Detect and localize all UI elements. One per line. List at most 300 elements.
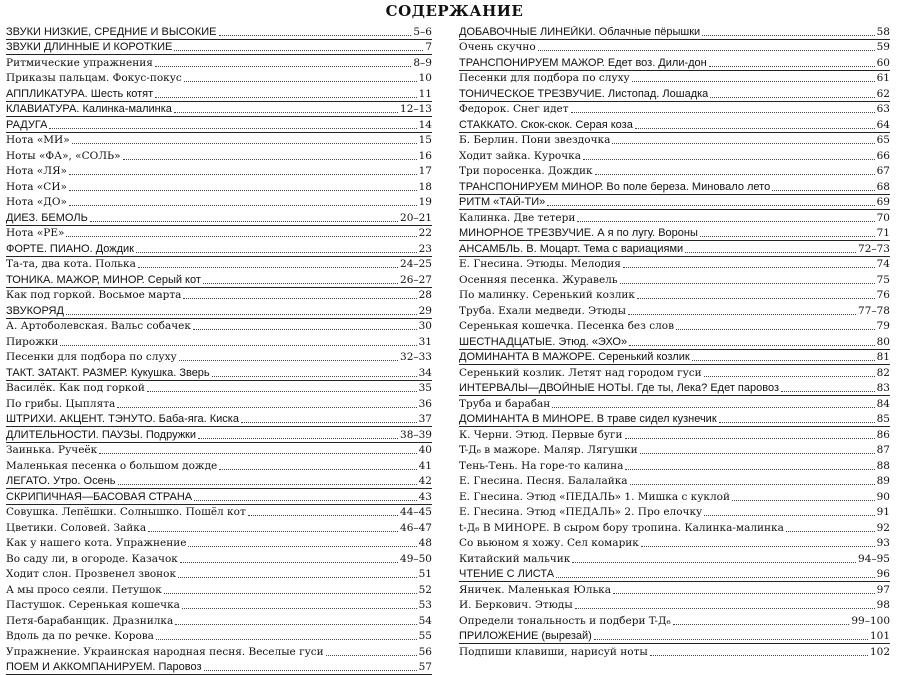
toc-entry-title: Е. Гнесина. Этюд «ПЕДАЛЬ» 1. Мишка с куклой [459,491,730,504]
toc-entry-title: ДЛИТЕЛЬНОСТИ. ПАУЗЫ. Подружки [6,429,196,442]
toc-entry-title: Как под горкой. Восьмое марта [6,289,181,302]
toc-entry[interactable] [459,489,890,505]
dot-leader [625,437,875,439]
toc-entry-title: ИНТЕРВАЛЫ—ДВОЙНЫЕ НОТЫ. Где ты, Лека? Едет паровоз [459,382,779,395]
toc-section-entry[interactable] [6,117,432,133]
dot-leader [156,638,417,640]
toc-entry-title: По малинку. Серенький козлик [459,289,635,302]
toc-entry[interactable] [6,350,432,366]
toc-entry-page: 51 [419,568,432,581]
toc-entry[interactable] [6,443,432,459]
toc-entry[interactable] [6,257,432,273]
dot-leader [704,375,875,377]
toc-entry-page: 97 [877,584,890,597]
toc-entry-page: 81 [877,351,890,364]
toc-entry[interactable] [459,71,890,87]
toc-entry-page: 41 [419,460,432,473]
toc-entry[interactable] [459,443,890,459]
dot-leader [174,111,398,113]
dot-leader [676,328,875,330]
dot-leader [552,406,874,408]
dot-leader [179,359,398,361]
toc-entry[interactable] [459,365,890,381]
toc-entry-title: КЛАВИАТУРА. Калинка-малинка [6,103,172,116]
toc-entry-title: Пастушок. Серенькая кошечка [6,599,180,612]
toc-entry-page: 85 [877,413,890,426]
toc-entry-page: 35 [419,382,432,395]
toc-entry-title: Заинька. Ручеёк [6,444,97,457]
toc-entry-title: А. Артоболевская. Вальс собачек [6,320,191,333]
dot-leader [212,375,417,377]
dot-leader [628,313,856,315]
toc-entry-page: 60 [877,57,890,70]
toc-entry-title: РИТМ «ТАЙ-ТИ» [459,196,545,209]
toc-entry-title: Тень-Тень. На горе-то калина [459,460,623,473]
toc-section-entry[interactable] [459,567,890,583]
toc-entry-title: ТОНИКА. МАЖОР, МИНОР. Серый кот [6,274,201,287]
toc-entry-page: 90 [877,491,890,504]
toc-entry[interactable] [6,164,432,180]
toc-entry-page: 40 [419,444,432,457]
toc-entry-page: 56 [419,646,432,659]
dot-leader [577,220,874,222]
dot-leader [241,421,417,423]
toc-entry[interactable] [459,520,890,536]
toc-entry-page: 26–27 [400,274,432,287]
toc-entry[interactable] [6,644,432,660]
toc-entry-page: 96 [877,568,890,581]
dot-leader [632,80,875,82]
toc-entry[interactable] [459,272,890,288]
toc-entry-title: АНСАМБЛЬ. В. Моцарт. Тема с вариациями [459,243,683,256]
toc-entry-page: 57 [419,661,432,674]
toc-entry-title: Во саду ли, в огороде. Казачок [6,553,178,566]
toc-section-entry[interactable] [459,381,890,397]
toc-entry-title: Подпиши клавиши, нарисуй ноты [459,646,648,659]
toc-entry[interactable] [6,133,432,149]
toc-entry-title: Песенки для подбора по слуху [459,72,630,85]
dot-leader [640,452,875,454]
dot-leader [188,545,416,547]
toc-entry-title: Нота «РЕ» [6,227,64,240]
toc-entry[interactable] [6,148,432,164]
toc-entry-title: ФОРТЕ. ПИАНО. Дождик [6,243,134,256]
toc-section-entry[interactable] [459,334,890,350]
toc-entry-page: 83 [877,382,890,395]
toc-entry-page: 32–33 [400,351,432,364]
dot-leader [692,359,875,361]
dot-leader [175,623,416,625]
toc-entry-page: 77–78 [858,305,890,318]
dot-leader [193,328,417,330]
toc-entry-title: Труба и барабан [459,398,550,411]
toc-entry-page: 88 [877,460,890,473]
toc-section-entry[interactable] [6,474,432,490]
toc-entry[interactable] [459,505,890,521]
toc-section-entry[interactable] [459,86,890,102]
toc-entry-title: АППЛИКАТУРА. Шесть котят [6,88,153,101]
toc-entry-page: 24–25 [400,258,432,271]
toc-entry-page: 69 [877,196,890,209]
toc-entry-page: 66 [877,150,890,163]
toc-entry-title: МИНОРНОЕ ТРЕЗВУЧИЕ. А я по лугу. Вороны [459,227,698,240]
toc-entry[interactable] [6,567,432,583]
toc-entry-page: 71 [877,227,890,240]
dot-leader [164,592,417,594]
toc-entry-title: Китайский мальчик [459,553,570,566]
toc-entry-page: 93 [877,537,890,550]
toc-entry-page: 17 [419,165,432,178]
dot-leader [248,514,398,516]
toc-entry-page: 19 [419,196,432,209]
toc-column-right [459,24,890,660]
toc-entry-page: 86 [877,429,890,442]
toc-entry-title: Совушка. Лепёшки. Солнышко. Пошёл кот [6,506,246,519]
toc-section-entry[interactable] [459,195,890,211]
toc-entry-title: Ноты «ФА», «СОЛЬ» [6,150,121,163]
toc-section-entry[interactable] [6,412,432,428]
dot-leader [685,251,856,253]
dot-leader [781,390,875,392]
dot-leader [204,669,417,671]
dot-leader [650,654,868,656]
toc-entry-title: t-Д₆ В МИНОРЕ. В сыром бору тропина. Калинка-малинка [459,522,784,535]
toc-entry[interactable] [459,164,890,180]
toc-entry-title: Калинка. Две тетери [459,212,575,225]
dot-leader [155,65,412,67]
toc-entry-title: Очень скучно [459,41,536,54]
toc-entry-page: 46–47 [400,522,432,535]
dot-leader [612,142,874,144]
dot-leader [326,654,417,656]
toc-entry-title: T-Д₆ в мажоре. Маляр. Лягушки [459,444,638,457]
toc-entry-page: 22 [419,227,432,240]
dot-leader [60,344,416,346]
toc-column-left [6,24,432,675]
toc-entry[interactable] [6,613,432,629]
dot-leader [772,189,874,191]
toc-entry-title: Маленькая песенка о большом дожде [6,460,217,473]
toc-entry-title: Ходит слон. Прозвенел звонок [6,568,176,581]
dot-leader [49,127,416,129]
toc-entry[interactable] [459,551,890,567]
toc-entry[interactable] [459,582,890,598]
dot-leader [637,297,875,299]
toc-entry-page: 74 [877,258,890,271]
toc-entry-title: Труба. Ехали медведи. Этюды [459,305,626,318]
dot-leader [118,483,417,485]
toc-entry-title: А мы просо сеяли. Петушок [6,584,162,597]
toc-entry-title: РАДУГА [6,119,47,132]
toc-entry[interactable] [6,179,432,195]
dot-leader [732,499,875,501]
toc-section-entry[interactable] [6,86,432,102]
toc-entry-title: К. Черни. Этюд. Первые буги [459,429,623,442]
toc-entry-title: Осенняя песенка. Журавель [459,274,618,287]
dot-leader [183,297,416,299]
toc-entry[interactable] [459,458,890,474]
toc-entry-page: 79 [877,320,890,333]
toc-entry-page: 84 [877,398,890,411]
toc-entry-title: ДОМИНАНТА В МАЖОРЕ. Серенький козлик [459,351,690,364]
dot-leader [117,406,416,408]
toc-entry-title: Три поросенка. Дождик [459,165,593,178]
toc-entry[interactable] [6,381,432,397]
toc-entry[interactable] [459,133,890,149]
toc-entry-page: 34 [419,367,432,380]
toc-entry[interactable] [6,505,432,521]
toc-entry[interactable] [6,334,432,350]
toc-entry-page: 11 [419,88,432,101]
toc-entry-page: 55 [419,630,432,643]
dot-leader [595,173,875,175]
dot-leader [623,266,875,268]
toc-entry[interactable] [6,288,432,304]
toc-entry[interactable] [459,319,890,335]
toc-entry-title: Со вьюном я хожу. Сел комарик [459,537,639,550]
dot-leader [786,530,875,532]
dot-leader [123,158,417,160]
toc-entry[interactable] [459,288,890,304]
toc-section-entry[interactable] [459,629,890,645]
toc-entry[interactable] [459,303,890,319]
toc-entry-title: ЗВУКИ ДЛИННЫЕ И КОРОТКИЕ [6,41,172,54]
toc-entry-page: 92 [877,522,890,535]
toc-entry-title: Василёк. Как под горкой [6,382,145,395]
toc-entry-page: 37 [419,413,432,426]
toc-entry-page: 61 [877,72,890,85]
toc-entry-page: 91 [877,506,890,519]
toc-entry[interactable] [6,71,432,87]
toc-entry[interactable] [459,427,890,443]
toc-entry-page: 8–9 [413,57,432,70]
toc-entry-page: 23 [419,243,432,256]
toc-entry[interactable] [459,474,890,490]
dot-leader [138,266,398,268]
toc-section-entry[interactable] [6,489,432,505]
toc-entry[interactable] [6,396,432,412]
toc-entry-page: 53 [419,599,432,612]
dot-leader [575,607,875,609]
toc-entry-title: Нота «ДО» [6,196,67,209]
toc-section-entry[interactable] [6,365,432,381]
toc-entry-page: 7 [425,41,432,54]
toc-entry[interactable] [6,520,432,536]
dot-leader [155,96,416,98]
toc-entry-page: 30 [419,320,432,333]
toc-entry-page: 68 [877,181,890,194]
toc-entry-title: Та-та, два кота. Полька [6,258,136,271]
dot-leader [571,111,875,113]
toc-entry-page: 89 [877,475,890,488]
toc-entry[interactable] [6,319,432,335]
toc-section-entry[interactable] [6,210,432,226]
toc-entry[interactable] [459,613,890,629]
dot-leader [147,390,417,392]
toc-entry-title: Е. Гнесина. Этюд «ПЕДАЛЬ» 2. Про елочку [459,506,702,519]
toc-entry-title: Цветики. Соловей. Зайка [6,522,146,535]
dot-leader [69,204,417,206]
toc-entry-page: 18 [419,181,432,194]
toc-entry-title: ЗВУКОРЯД [6,305,64,318]
dot-leader [547,204,874,206]
toc-entry-title: СКРИПИЧНАЯ—БАСОВАЯ СТРАНА [6,491,192,504]
toc-section-entry[interactable] [459,179,890,195]
toc-entry-page: 87 [877,444,890,457]
toc-entry-page: 44–45 [400,506,432,519]
toc-entry-title: Ритмические упражнения [6,57,153,70]
toc-entry[interactable] [459,396,890,412]
toc-entry-title: Ходит зайка. Курочка [459,150,581,163]
toc-entry-title: Е. Гнесина. Песня. Балалайка [459,475,628,488]
dot-leader [641,545,875,547]
dot-leader [704,514,874,516]
dot-leader [99,452,416,454]
toc-entry-page: 62 [877,88,890,101]
toc-entry-title: ТРАНСПОНИРУЕМ МАЖОР. Едет воз. Дили-дон [459,57,707,70]
toc-entry-title: Серенький козлик. Летят над городом гуси [459,367,702,380]
dot-leader [629,344,875,346]
dot-leader [625,468,874,470]
toc-entry-page: 31 [419,336,432,349]
toc-section-entry[interactable] [459,226,890,242]
toc-entry-title: Нота «СИ» [6,181,67,194]
dot-leader [66,313,417,315]
toc-entry-page: 80 [877,336,890,349]
toc-entry[interactable] [6,582,432,598]
dot-leader [709,65,875,67]
toc-entry[interactable] [459,536,890,552]
dot-leader [613,592,875,594]
dot-leader [174,49,423,51]
toc-entry-title: ЧТЕНИЕ С ЛИСТА [459,568,554,581]
toc-entry-title: СТАККАТО. Скок-скок. Серая коза [459,119,633,132]
toc-entry-title: ДОМИНАНТА В МИНОРЕ. В траве сидел кузнечик [459,413,717,426]
toc-section-entry[interactable] [459,350,890,366]
dot-leader [630,483,875,485]
toc-entry-page: 82 [877,367,890,380]
toc-entry-page: 98 [877,599,890,612]
toc-entry[interactable] [6,195,432,211]
dot-leader [90,220,398,222]
toc-section-entry[interactable] [6,102,432,118]
toc-section-entry[interactable] [6,40,432,56]
toc-entry-page: 101 [870,630,890,643]
toc-section-entry[interactable] [6,660,432,675]
toc-entry-title: Е. Гнесина. Этюды. Мелодия [459,258,621,271]
toc-section-entry[interactable] [459,117,890,133]
toc-entry-page: 20–21 [400,212,432,225]
dot-leader [702,34,874,36]
toc-entry-title: Песенки для подбора по слуху [6,351,177,364]
toc-entry-page: 29 [419,305,432,318]
dot-leader [583,158,875,160]
toc-entry-page: 63 [877,103,890,116]
toc-entry-page: 64 [877,119,890,132]
dot-leader [69,189,417,191]
toc-entry-page: 49–50 [400,553,432,566]
toc-entry[interactable] [6,55,432,71]
dot-leader [700,235,875,237]
toc-entry-page: 75 [877,274,890,287]
toc-entry-title: ШТРИХИ. АКЦЕНТ. ТЭНУТО. Баба-яга. Киска [6,413,239,426]
toc-entry-title: Приказы пальцам. Фокус-покус [6,72,182,85]
toc-entry[interactable] [459,148,890,164]
toc-entry-title: ТРАНСПОНИРУЕМ МИНОР. Во поле береза. Миновало лето [459,181,770,194]
dot-leader [556,576,875,578]
toc-section-entry[interactable] [6,272,432,288]
toc-entry-title: ЛЕГАТО. Утро. Осень [6,475,116,488]
toc-entry-page: 14 [419,119,432,132]
toc-entry-title: ЗВУКИ НИЗКИЕ, СРЕДНИЕ И ВЫСОКИЕ [6,26,217,39]
toc-entry-page: 38–39 [400,429,432,442]
dot-leader [710,96,874,98]
toc-section-entry[interactable] [459,24,890,40]
toc-entry-title: ШЕСТНАДЦАТЫЕ. Этюд. «ЭХО» [459,336,627,349]
toc-section-entry[interactable] [6,303,432,319]
toc-entry-title: Нота «МИ» [6,134,70,147]
toc-entry-page: 42 [419,475,432,488]
toc-entry-page: 99–100 [851,615,890,628]
toc-entry[interactable] [459,210,890,226]
toc-entry[interactable] [459,257,890,273]
toc-entry-title: По грибы. Цыплята [6,398,115,411]
toc-entry[interactable] [6,226,432,242]
toc-entry-title: Определи тональность и подбери T-Д₆ [459,615,671,628]
toc-entry-page: 72–73 [858,243,890,256]
toc-section-entry[interactable] [459,412,890,428]
toc-entry-page: 36 [419,398,432,411]
toc-entry-title: Федорок. Снег идет [459,103,569,116]
toc-section-entry[interactable] [459,241,890,257]
dot-leader [635,127,875,129]
toc-entry[interactable] [459,644,890,660]
dot-leader [538,49,875,51]
toc-entry[interactable] [6,536,432,552]
toc-entry-title: ДИЕЗ. БЕМОЛЬ [6,212,88,225]
toc-section-entry[interactable] [6,24,432,40]
toc-entry[interactable] [6,458,432,474]
dot-leader [136,251,417,253]
toc-section-entry[interactable] [6,241,432,257]
toc-entry-title: Вдоль да по речке. Корова [6,630,154,643]
toc-entry-title: ПРИЛОЖЕНИЕ (вырезай) [459,630,592,643]
toc-entry[interactable] [459,102,890,118]
toc-entry[interactable] [6,598,432,614]
toc-entry-title: Нота «ЛЯ» [6,165,67,178]
toc-entry-page: 94–95 [858,553,890,566]
dot-leader [69,173,417,175]
toc-section-entry[interactable] [6,427,432,443]
dot-leader [594,638,868,640]
dot-leader [184,80,417,82]
toc-entry[interactable] [459,40,890,56]
toc-section-entry[interactable] [459,55,890,71]
toc-entry-title: Яничек. Маленькая Юлька [459,584,611,597]
toc-entry[interactable] [6,551,432,567]
toc-entry[interactable] [459,598,890,614]
toc-entry-title: ПОЕМ И АККОМПАНИРУЕМ. Паровоз [6,661,202,674]
toc-entry-page: 15 [419,134,432,147]
dot-leader [620,282,875,284]
toc-entry-title: ДОБАВОЧНЫЕ ЛИНЕЙКИ. Облачные пёрышки [459,26,700,39]
toc-entry-page: 28 [419,289,432,302]
toc-entry[interactable] [6,629,432,645]
page-title: СОДЕРЖАНИЕ [0,2,909,20]
toc-entry-page: 58 [877,26,890,39]
toc-entry-title: ТОНИЧЕСКОЕ ТРЕЗВУЧИЕ. Листопад. Лошадка [459,88,708,101]
dot-leader [148,530,398,532]
